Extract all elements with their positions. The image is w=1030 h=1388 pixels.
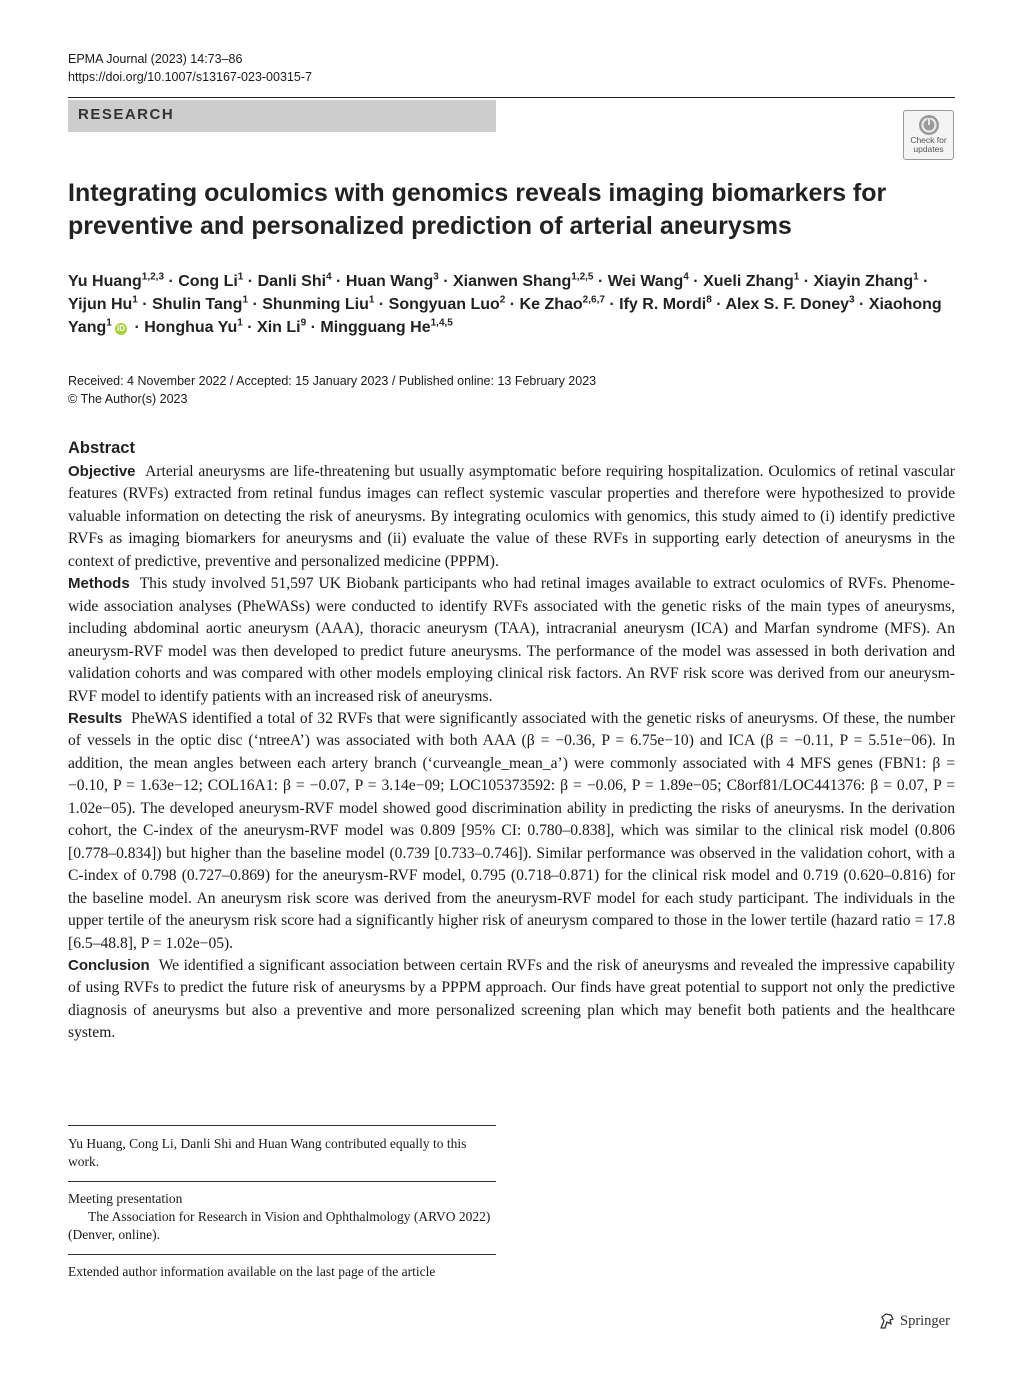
author-affiliation: 1	[793, 271, 800, 283]
author[interactable]	[178, 273, 243, 290]
journal-header	[68, 50, 312, 86]
author-name: Songyuan Luo	[388, 296, 500, 313]
extended-info-note: Extended author information available on the last page of the article	[68, 1264, 436, 1279]
results-text: PheWAS identified a total of 32 RVFs that were significantly associated with the genetic risks of aneurysms. Of these, the number of vessels in the optic disc (‘ntreeA’) was associated with both AAA (β = −0.36, P = 6.75e−10) and ICA (β = −0.11, P = 5.51e−06). In addition, the mean angles between each artery branch (‘curveangle_mean_a’) were commonly associated with 4 MFS genes (FBN1: β = −0.10, P = 1.63e−12; COL16A1: β = −0.07, P = 3.14e−09; LOC105373592: β = −0.06, P = 1.89e−05; C8orf81/LOC441376: β = 0.07, P = 1.02e−05). The developed aneurysm-RVF model showed good discrimination ability in predicting the risks of aneurysms. In the derivation cohort, the C-index of the aneurysm-RVF model was 0.809 [95% CI: 0.780–0.838], which was similar to the clinical risk model (0.806 [0.778–0.834]) but higher than the baseline model (0.739 [0.733–0.746]). Similar performance was observed in the validation cohort, with a C-index of 0.798 (0.727–0.869) for the aneurysm-RVF model, 0.795 (0.718–0.871) for the clinical risk model and 0.719 (0.620–0.816) for the baseline model. An aneurysm risk score was derived from the aneurysm-RVF model for each study participant. The individuals in the upper tertile of the aneurysm risk score had a significantly higher risk of aneurysm compared to those in the lower tertile (hazard ratio = 17.8 [6.5–48.8], P = 1.02e−05).	[68, 709, 956, 952]
paper-title: Integrating oculomics with genomics reveals imaging biomarkers for preventive and personalized prediction of arterial aneurysms	[68, 179, 887, 240]
methods-paragraph	[68, 573, 955, 708]
conclusion-text: We identified a significant association between certain RVFs and the risk of aneurysms and revealed the impressive capability of using RVFs to predict the future risk of aneurysms by a PPPM approach. Our finds have great potential to support not only the predictive diagnosis of aneurysms but also a preventive and more personalized screening plan which may benefit both patients and the healthcare system.	[68, 956, 956, 1042]
author-separator: ·	[248, 296, 263, 313]
author-name: Yijun Hu	[68, 296, 133, 313]
check-for-updates-badge[interactable]	[903, 110, 954, 160]
author-name: Huan Wang	[345, 273, 434, 290]
author-affiliation: 4	[326, 271, 332, 283]
check-line1: Check for	[910, 135, 947, 145]
author[interactable]	[258, 273, 332, 290]
author-affiliation: 1	[132, 294, 138, 306]
author-separator: ·	[604, 296, 620, 313]
footnote-rule-3	[68, 1254, 496, 1255]
footnote-rule-2	[68, 1181, 496, 1182]
check-updates-icon	[918, 114, 940, 136]
author-name: Yu Huang	[68, 273, 142, 290]
author-separator: ·	[799, 273, 814, 290]
conclusion-label: Conclusion	[68, 956, 150, 974]
section-label: RESEARCH	[68, 100, 496, 132]
author-affiliation: 1	[237, 317, 243, 329]
author[interactable]	[389, 296, 506, 313]
author-separator: ·	[438, 273, 453, 290]
objective-label: Objective	[68, 463, 136, 480]
author-name: Mingguang He	[320, 319, 431, 336]
author-separator: ·	[164, 273, 179, 290]
author[interactable]	[262, 296, 374, 313]
author-separator: ·	[593, 273, 608, 290]
results-label: Results	[68, 709, 123, 727]
orcid-icon[interactable]: iD	[117, 324, 125, 333]
equal-contribution-note: Yu Huang, Cong Li, Danli Shi and Huan Wang contributed equally to this work.	[68, 1136, 467, 1169]
author-name: Cong Li	[178, 273, 238, 290]
journal-citation: EPMA Journal (2023) 14:73–86	[68, 52, 243, 66]
author[interactable]	[814, 273, 919, 290]
author-affiliation: 1	[106, 317, 112, 329]
author[interactable]	[68, 273, 164, 290]
conclusion-paragraph	[68, 955, 955, 1045]
author-separator: ·	[505, 296, 520, 313]
author[interactable]	[608, 273, 689, 290]
author-affiliation: 2	[499, 294, 506, 306]
author-name: Ify R. Mordi	[619, 296, 707, 313]
objective-paragraph	[68, 461, 955, 573]
author-separator: ·	[711, 296, 726, 313]
author-separator: ·	[242, 319, 258, 336]
author[interactable]	[520, 296, 605, 313]
meeting-text: The Association for Research in Vision and Ophthalmology (ARVO 2022) (Denver, online).	[68, 1209, 491, 1242]
meeting-heading: Meeting presentation	[68, 1191, 183, 1206]
author-affiliation: 1	[913, 271, 919, 283]
author-name: Xianwen Shang	[453, 273, 572, 290]
author-list	[68, 270, 953, 339]
publisher-name: Springer	[900, 1312, 950, 1329]
author[interactable]	[346, 273, 439, 290]
author-affiliation: 2,6,7	[582, 294, 605, 306]
author-name: Ke Zhao	[519, 296, 583, 313]
author-affiliation: 1,4,5	[430, 317, 453, 329]
author-name: Danli Shi	[257, 273, 327, 290]
author-name: Wei Wang	[607, 273, 684, 290]
copyright-line: © The Author(s) 2023	[68, 392, 188, 406]
doi-link[interactable]: https://doi.org/10.1007/s13167-023-00315-7	[68, 70, 312, 84]
author-separator: ·	[374, 296, 389, 313]
check-line2: updates	[913, 144, 944, 154]
objective-text: Arterial aneurysms are life-threatening but usually asymptomatic before requiring hospitalization. Oculomics of retinal vascular features (RVFs) extracted from retinal fundus images can reflect systemic vascular properties and therefore were hypothesized to provide valuable information on detecting the risk of aneurysms. By integrating oculomics with genomics, this study aimed to (i) identify predictive RVFs as imaging biomarkers for aneurysms and (ii) evaluate the value of these RVFs in supporting early detection of aneurysms in the context of predictive, preventive and personalized medicine (PPPM).	[68, 463, 956, 570]
results-paragraph	[68, 708, 955, 955]
author-name: Shunming Liu	[262, 296, 369, 313]
author-affiliation: 3	[849, 294, 855, 306]
author-separator: ·	[331, 273, 346, 290]
methods-text: This study involved 51,597 UK Biobank participants who had retinal images available to extract oculomics of RVFs. Phenome-wide association analyses (PheWASs) were conducted to identify RVFs associated with the genetic risks of the main types of aneurysms, including abdominal aortic aneurysm (AAA), thoracic aneurysm (TAA), intracranial aneurysm (ICA) and Marfan syndrome (MFS). An aneurysm-RVF model was then developed to predict future aneurysms. The performance of the model was assessed in both derivation and validation cohorts and was compared with other models employing clinical risk factors. An RVF risk score was derived from our aneurysm-RVF model to identify patients with an increased risk of aneurysms.	[68, 575, 955, 705]
author[interactable]	[257, 319, 306, 336]
author-name: Xueli Zhang	[703, 273, 794, 290]
author-affiliation: 3	[433, 271, 439, 283]
author-name: Xin Li	[257, 319, 301, 336]
author-name: Alex S. F. Doney	[725, 296, 850, 313]
author[interactable]	[68, 296, 138, 313]
author[interactable]	[619, 296, 712, 313]
author-name: Xiayin Zhang	[813, 273, 914, 290]
meeting-note	[68, 1190, 496, 1244]
author-affiliation: 1	[368, 294, 375, 306]
publisher-logo	[878, 1312, 950, 1330]
author-name: Xiaohong Yang	[68, 296, 942, 336]
header-rule	[68, 97, 955, 98]
abstract-body	[68, 461, 955, 1045]
author[interactable]	[320, 319, 452, 336]
author-affiliation: 9	[300, 317, 307, 329]
author-separator: ·	[918, 273, 929, 290]
author[interactable]	[152, 296, 248, 313]
author[interactable]	[725, 296, 854, 313]
dates-line: Received: 4 November 2022 / Accepted: 15 January 2023 / Published online: 13 February 2023	[68, 374, 597, 388]
author-separator: ·	[130, 319, 145, 336]
author-separator: ·	[688, 273, 704, 290]
author-affiliation: 4	[683, 271, 689, 283]
methods-label: Methods	[68, 575, 130, 593]
author-affiliation: 1	[242, 294, 248, 306]
publication-dates	[68, 372, 596, 408]
author-affiliation: 1,2,3	[141, 271, 165, 283]
footnote-rule-1	[68, 1125, 496, 1126]
author-separator: ·	[854, 296, 869, 313]
author-affiliation: 1	[237, 271, 244, 283]
author[interactable]	[703, 273, 799, 290]
springer-horse-icon	[878, 1312, 896, 1330]
author-separator: ·	[137, 296, 153, 313]
author[interactable]	[453, 273, 594, 290]
author[interactable]	[144, 319, 243, 336]
abstract-heading: Abstract	[68, 439, 135, 457]
author-separator: ·	[243, 273, 258, 290]
author-separator: ·	[306, 319, 321, 336]
author-affiliation: 8	[706, 294, 712, 306]
author-name: Shulin Tang	[152, 296, 243, 313]
author-affiliation: 1,2,5	[571, 271, 594, 283]
author-name: Honghua Yu	[144, 319, 238, 336]
